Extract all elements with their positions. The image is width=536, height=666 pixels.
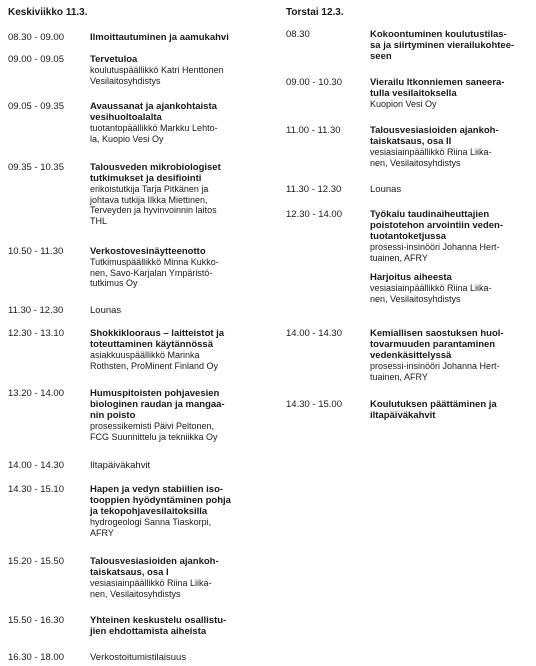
entry-time: 09.05 - 09.35	[8, 101, 64, 112]
entry-title: Kemiallisen saostuksen huol- tovarmuuden parantaminen vedenkäsittelyssä	[370, 328, 504, 361]
schedule-entry	[286, 77, 504, 110]
entry-title: Shokkiklooraus – laitteistot ja toteuttaminen käytännössä	[90, 328, 225, 350]
entry-time: 12.30 - 13.10	[8, 328, 64, 339]
entry-title: Humuspitoisten pohjavesien biologinen raudan ja mangaa- nin poisto	[90, 388, 225, 421]
entry-speaker: prosessi-insinööri Johanna Hert- tuainen, AFRY	[370, 361, 500, 382]
schedule-entry	[286, 29, 514, 62]
schedule-entry	[8, 556, 219, 599]
entry-title: Verkostoitumistilaisuus	[90, 652, 187, 663]
entry-title: Yhteinen keskustelu osallistu- jien ehdottamista aiheista	[90, 615, 227, 637]
schedule-entry	[286, 184, 401, 195]
schedule-entry	[286, 328, 504, 382]
entry-time: 09.00 - 10.30	[286, 77, 342, 88]
entry-speaker: Kuopion Vesi Oy	[370, 99, 437, 109]
entry-time: 15.20 - 15.50	[8, 556, 64, 567]
schedule-entry	[286, 209, 503, 304]
entry-time: 09.00 - 09.05	[8, 54, 64, 65]
entry-speaker: hydrogeologi Sanna Tiaskorpi, AFRY	[90, 517, 212, 538]
schedule-entry	[8, 101, 218, 144]
entry-speaker: prosessi-insinööri Johanna Hert- tuainen, AFRY	[370, 242, 500, 263]
entry-title: Avaussanat ja ajankohtaista vesihuoltoalalta	[90, 101, 217, 123]
entry-time: 11.30 - 12.30	[8, 305, 64, 316]
entry-title: Lounas	[370, 184, 402, 195]
day-heading-wednesday: Keskiviikko 11.3.	[8, 7, 88, 18]
entry-title: Tervetuloa	[90, 54, 138, 65]
entry-speaker: vesiasiainpäällikkö Riina Liika- nen, Vesilaitosyhdistys	[370, 147, 492, 168]
entry-title: Hapen ja vedyn stabiilien iso- tooppien hyödyntäminen pohja ja tekopohjavesilaitoksilla	[90, 484, 231, 517]
entry-title: Talousveden mikrobiologiset tutkimukset ja desifiointi	[90, 162, 221, 184]
entry-title: Verkostovesinäytteenotto	[90, 246, 206, 257]
entry-speaker: Tutkimuspäällikkö Minna Kukko- nen, Savo-Karjalan Ympäristö- tutkimus Oy	[90, 257, 219, 288]
entry-time: 14.30 - 15.10	[8, 484, 64, 495]
entry-time: 14.00 - 14.30	[286, 328, 342, 339]
schedule-entry	[8, 615, 226, 637]
entry-speaker: vesiasiainpäällikkö Riina Liika- nen, Vesilaitosyhdistys	[370, 283, 492, 304]
entry-speaker: prosessikemisti Päivi Peltonen, FCG Suunnittelu ja tekniikka Oy	[90, 421, 218, 442]
schedule-entry	[8, 388, 225, 442]
entry-time: 11.00 - 11.30	[286, 125, 341, 136]
schedule-entry	[8, 54, 224, 86]
entry-title: Talousvesiasioiden ajankoh- taiskatsaus, osa II	[370, 125, 499, 147]
schedule-entry	[8, 305, 121, 316]
schedule-entry	[8, 328, 224, 371]
entry-time: 15.50 - 16.30	[8, 615, 64, 626]
entry-speaker: erikoistutkija Tarja Pitkänen ja johtava tutkija Ilkka Miettinen, Terveyden ja hyvinvoinnin laitos THL	[90, 184, 217, 226]
entry-time: 08.30	[286, 29, 310, 40]
schedule-entry	[8, 32, 229, 43]
schedule-entry	[8, 246, 219, 289]
schedule-entry	[8, 652, 186, 663]
entry-title: Ilmoittautuminen ja aamukahvi	[90, 32, 229, 43]
day-heading-thursday: Torstai 12.3.	[286, 7, 344, 18]
entry-title: Vierailu Itkonniemen saneera- tulla vesilaitoksella	[370, 77, 505, 99]
entry-speaker: vesiasiainpäällikkö Riina Liika- nen, Vesilaitosyhdistys	[90, 578, 212, 599]
entry-time: 08.30 - 09.00	[8, 32, 64, 43]
entry-time: 11.30 - 12.30	[286, 184, 342, 195]
entry-title: Koulutuksen päättäminen ja iltapäiväkahvit	[370, 399, 497, 421]
entry-speaker: koulutuspäällikkö Katri Henttonen Vesilaitosyhdistys	[90, 65, 224, 86]
entry-title: Iltapäiväkahvit	[90, 460, 151, 471]
entry-time: 16.30 - 18.00	[8, 652, 64, 663]
entry-title: Kokoontuminen koulutustilas- sa ja siirtyminen vierailukohtee- seen	[370, 29, 515, 62]
entry-speaker: asiakkuuspäällikkö Marinka Rothsten, ProMinent Finland Oy	[90, 350, 219, 371]
schedule-entry	[8, 460, 150, 471]
entry-title: Talousvesiasioiden ajankoh- taiskatsaus, osa I	[90, 556, 219, 578]
entry-speaker: tuotantopäällikkö Markku Lehto- la, Kuopio Vesi Oy	[90, 123, 218, 144]
schedule-entry	[8, 162, 221, 226]
entry-time: 13.20 - 14.00	[8, 388, 64, 399]
entry-time: 14.30 - 15.00	[286, 399, 342, 410]
schedule-entry	[286, 125, 499, 168]
entry-time: 10.50 - 11.30	[8, 246, 64, 257]
entry-time: 09.35 - 10.35	[8, 162, 64, 173]
entry-exercise-title: Harjoitus aiheesta	[370, 272, 452, 283]
entry-time: 14.00 - 14.30	[8, 460, 64, 471]
entry-time: 12.30 - 14.00	[286, 209, 342, 220]
schedule-entry	[286, 399, 497, 421]
entry-title: Lounas	[90, 305, 122, 316]
schedule-entry	[8, 484, 231, 538]
entry-title: Työkalu taudinaiheuttajien poistotehon arvointiin veden- tuotantoketjussa	[370, 209, 504, 242]
